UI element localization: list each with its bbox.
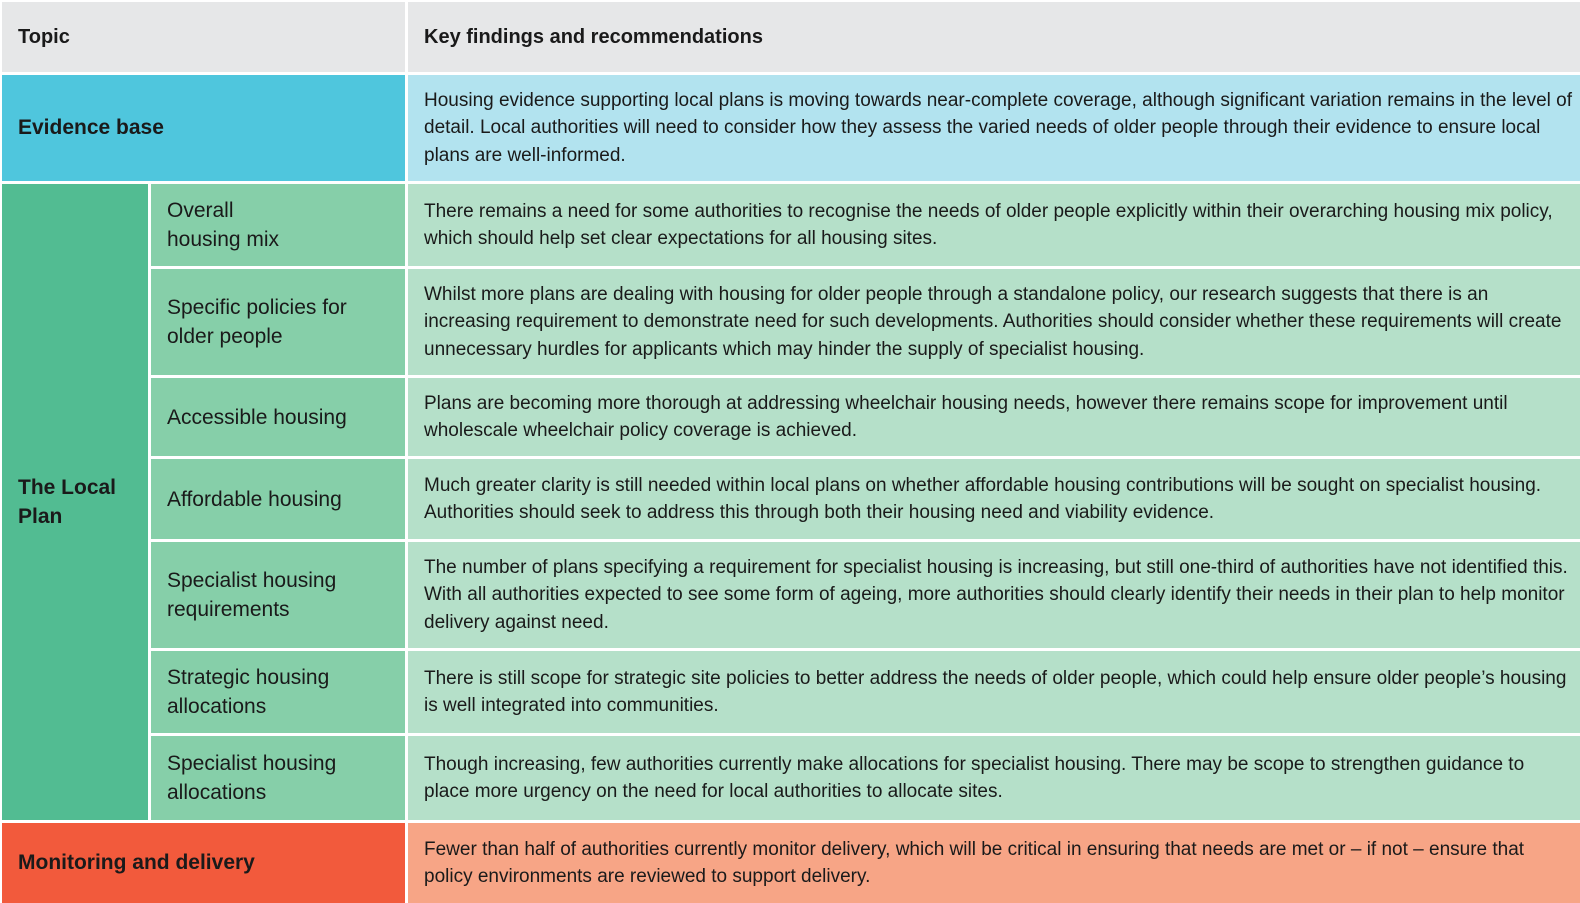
finding-monitoring-delivery: Fewer than half of authorities currently monitor delivery, which will be critical in ensuring that needs are met or – if not – ensure that policy environments are reviewed to support delivery. [408,823,1580,903]
topic-monitoring-delivery: Monitoring and delivery [2,823,405,903]
finding-strategic-allocations: There is still scope for strategic site policies to better address the needs of older people, which could help ensure older people’s housing is well integrated into communities. [408,651,1580,733]
header-topic: Topic [2,2,405,72]
header-findings: Key findings and recommendations [408,2,1580,72]
subtopic-specialist-allocations [151,736,405,820]
subtopic-line2: older people [167,325,283,348]
subtopic-specific-policies [151,269,405,375]
subtopic-line2: housing mix [167,228,280,251]
subtopic-line2: allocations [167,781,267,804]
subtopic-affordable-housing: Affordable housing [151,459,405,539]
finding-accessible-housing: Plans are becoming more thorough at addressing wheelchair housing needs, however there remains scope for improvement until wholescale wheelchair policy coverage is achieved. [408,378,1580,456]
finding-evidence-base: Housing evidence supporting local plans is moving towards near-complete coverage, although significant variation remains in the level of detail. Local authorities will need to consider how they assess the varied needs of older people through their evidence to ensure local plans are well-informed. [408,75,1580,181]
topic-local-plan-line2: Plan [18,505,63,528]
finding-specific-policies: Whilst more plans are dealing with housing for older people through a standalone policy, our research suggests that there is an increasing requirement to demonstrate need for such developments. Authorities should consider whether these requirements will create unnecessary hurdles for applicants which may hinder the supply of specialist housing. [408,269,1580,375]
finding-specialist-allocations: Though increasing, few authorities currently make allocations for specialist housing. There may be scope to strengthen guidance to place more urgency on the need for local authorities to allocate sites. [408,736,1580,820]
subtopic-line1: Specific policies for [167,296,347,319]
subtopic-overall-housing-mix [151,184,405,266]
finding-overall-housing-mix: There remains a need for some authorities to recognise the needs of older people explicitly within their overarching housing mix policy, which should help set clear expectations for all housing sites. [408,184,1580,266]
subtopic-specialist-requirements [151,542,405,648]
subtopic-line1: Specialist housing [167,569,337,592]
finding-specialist-requirements: The number of plans specifying a requirement for specialist housing is increasing, but still one-third of authorities have not identified this. With all authorities expected to see some form of ageing, more authorities should clearly identify their needs in their plan to help monitor delivery against need. [408,542,1580,648]
subtopic-strategic-allocations [151,651,405,733]
finding-affordable-housing: Much greater clarity is still needed within local plans on whether affordable housing contributions will be sought on specialist housing. Authorities should seek to address this through both their housing need and viability evidence. [408,459,1580,539]
subtopic-line1: Overall [167,199,234,222]
subtopic-line1: Specialist housing [167,752,337,775]
topic-local-plan [2,184,148,820]
topic-evidence-base: Evidence base [2,75,405,181]
subtopic-accessible-housing: Accessible housing [151,378,405,456]
topic-local-plan-line1: The Local [18,476,117,499]
subtopic-line2: requirements [167,598,290,621]
subtopic-line2: allocations [167,695,267,718]
subtopic-line1: Strategic housing [167,666,330,689]
